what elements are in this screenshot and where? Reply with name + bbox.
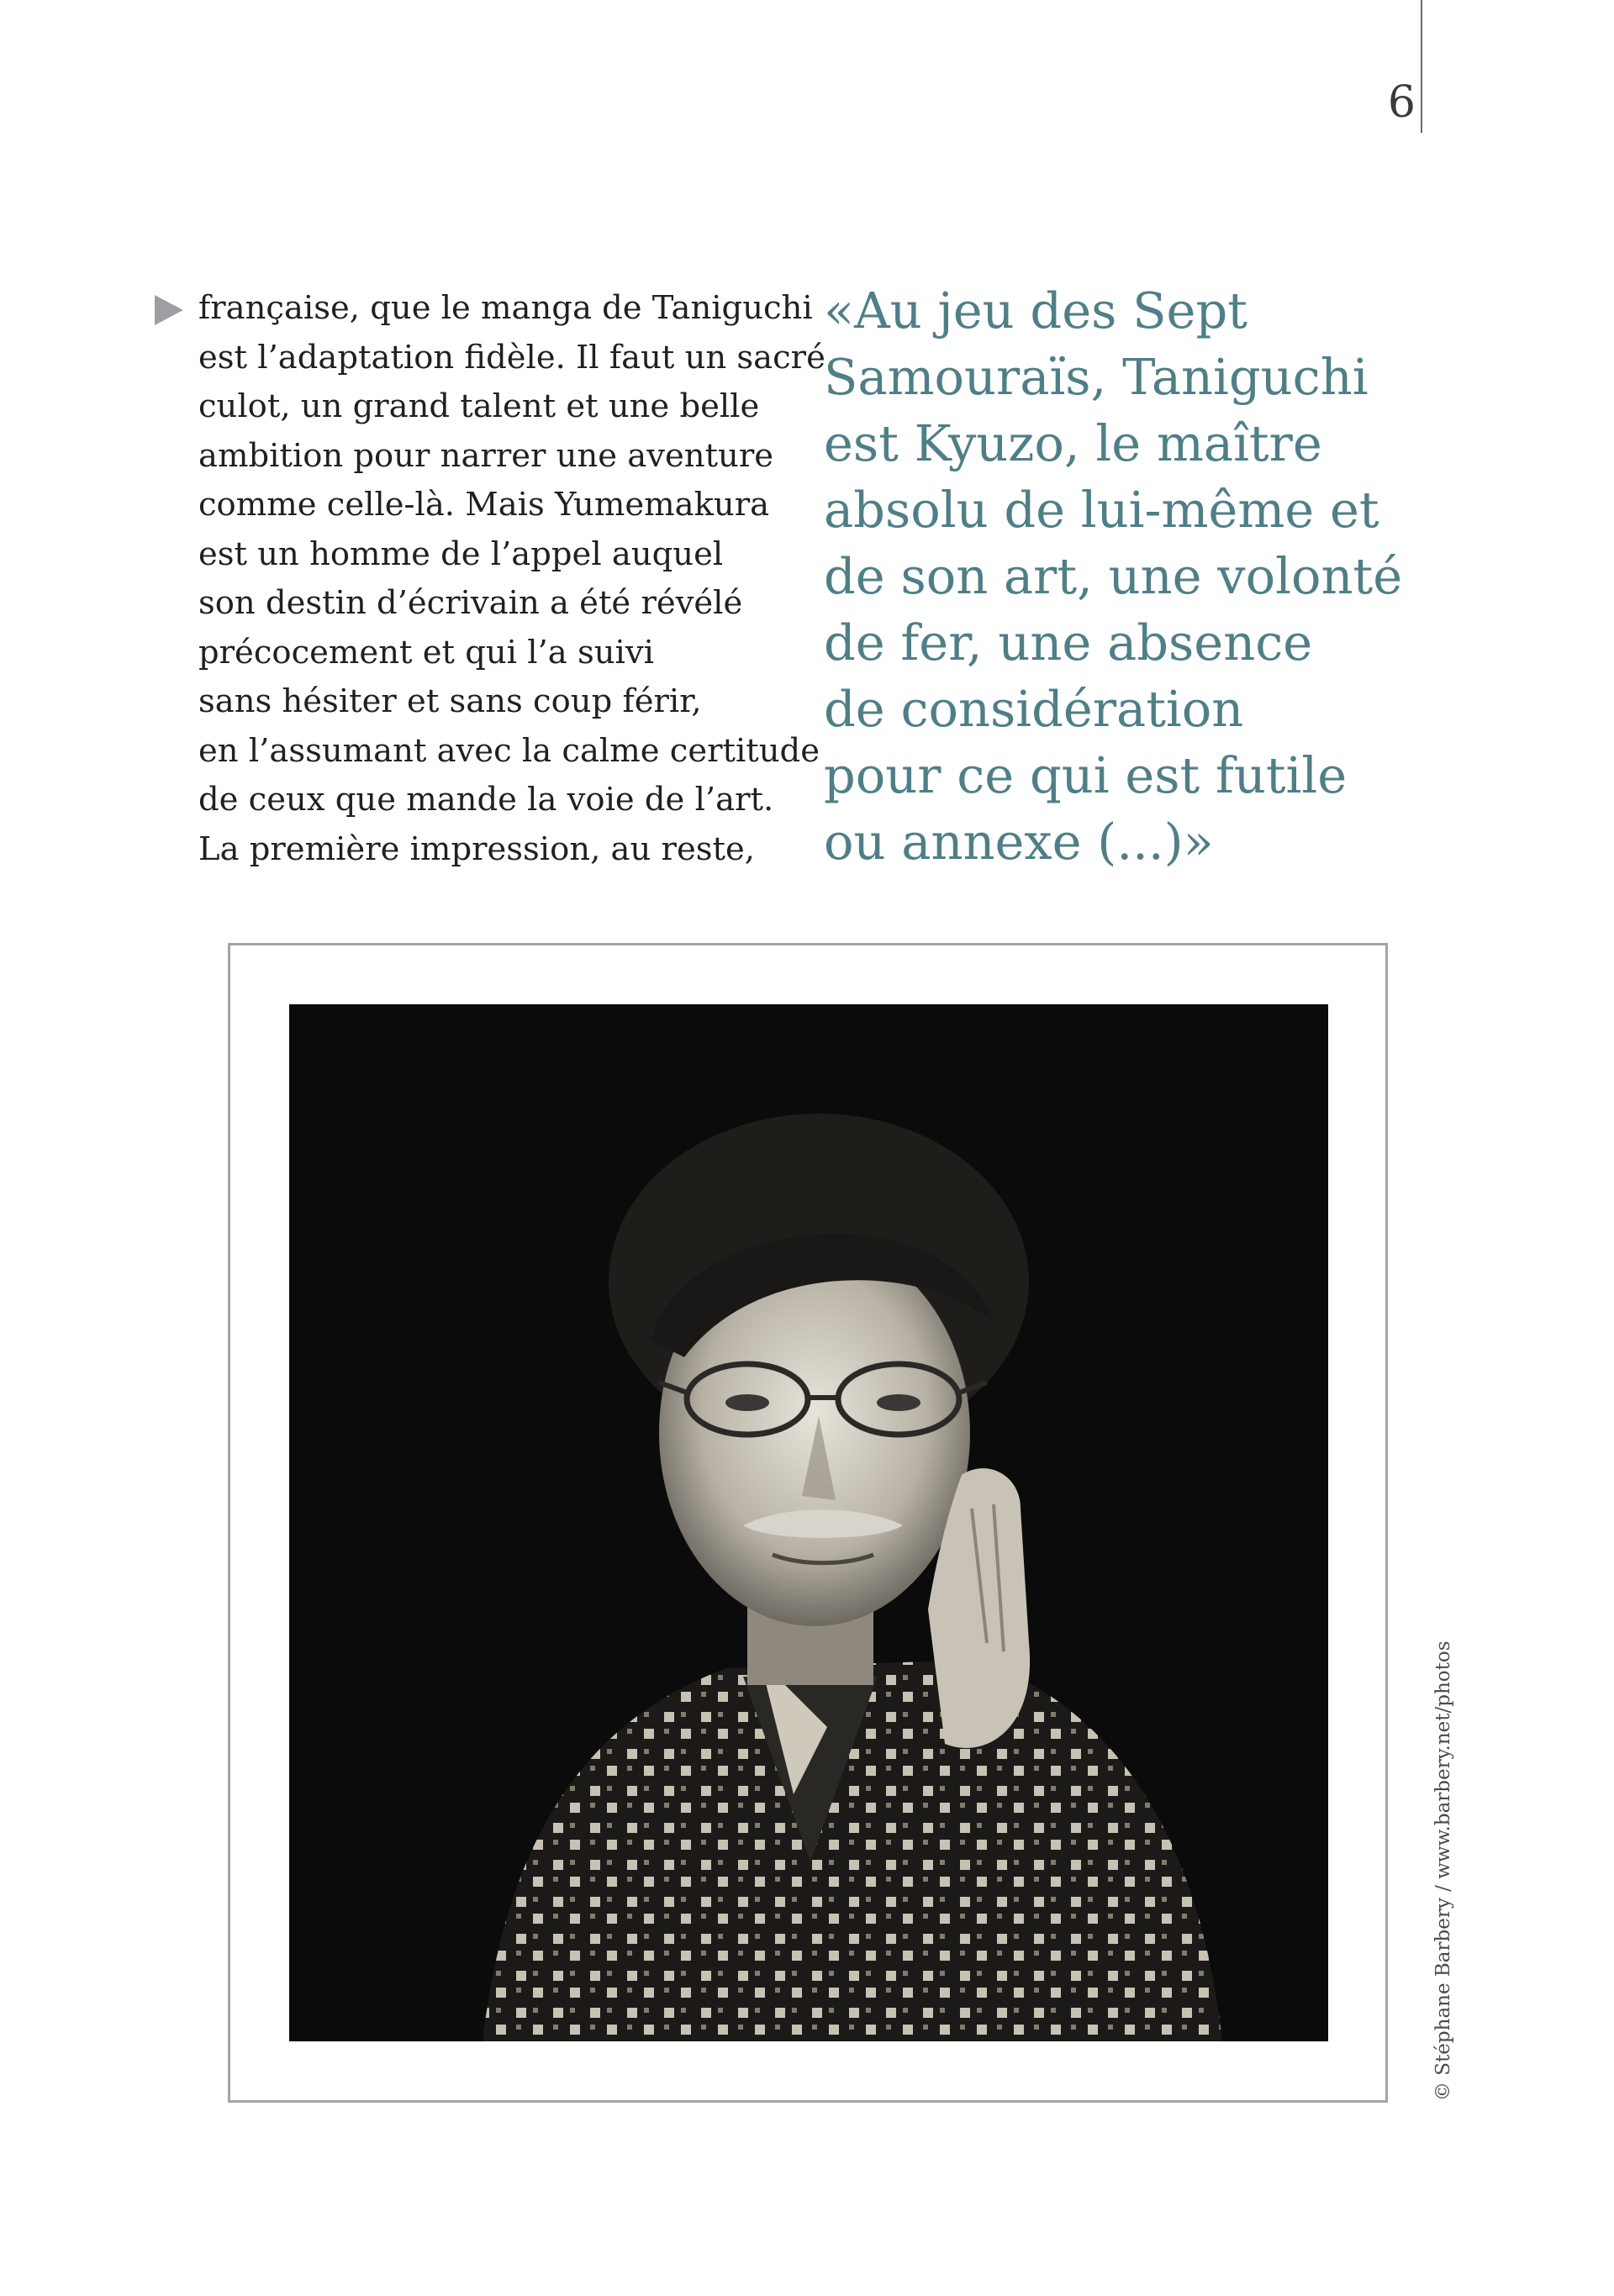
quote-line: «Au jeu des Sept: [824, 282, 1247, 340]
quote-line: ou annexe (...)»: [824, 813, 1214, 871]
photo-credit: © Stéphane Barbery / www.barbery.net/photos: [1432, 1640, 1454, 2101]
body-line: sans hésiter et sans coup férir,: [198, 682, 702, 720]
header-rule: [1421, 0, 1422, 133]
portrait-illustration: [289, 1004, 1328, 2041]
portrait-photo: [289, 1004, 1328, 2041]
body-line: comme celle-là. Mais Yumemakura: [198, 486, 770, 524]
body-line: en l’assumant avec la calme certitude: [198, 731, 820, 770]
quote-line: pour ce qui est futile: [824, 746, 1348, 804]
quote-line: Samouraïs, Taniguchi: [824, 348, 1369, 406]
quote-line: est Kyuzo, le maître: [824, 414, 1322, 472]
body-line: ambition pour narrer une aventure: [198, 436, 774, 475]
page-number: 6: [1387, 77, 1416, 128]
quote-line: de fer, une absence: [824, 613, 1313, 671]
body-text-column: [198, 284, 825, 874]
quote-line: de considération: [824, 680, 1244, 738]
body-line: est un homme de l’appel auquel: [198, 535, 724, 573]
photo-frame: [228, 943, 1388, 2103]
body-line: française, que le manga de Taniguchi: [198, 289, 813, 327]
quote-line: absolu de lui-même et: [824, 481, 1379, 539]
body-line: La première impression, au reste,: [198, 829, 755, 868]
body-line: son destin d’écrivain a été révélé: [198, 584, 743, 622]
body-line: de ceux que mande la voie de l’art.: [198, 781, 774, 819]
quote-line: de son art, une volonté: [824, 547, 1403, 605]
body-line: précocement et qui l’a suivi: [198, 633, 654, 671]
body-line: est l’adaptation fidèle. Il faut un sacré: [198, 338, 825, 377]
continuation-arrow-icon: [155, 295, 183, 325]
body-line: culot, un grand talent et une belle: [198, 387, 760, 425]
pull-quote: [824, 277, 1412, 875]
